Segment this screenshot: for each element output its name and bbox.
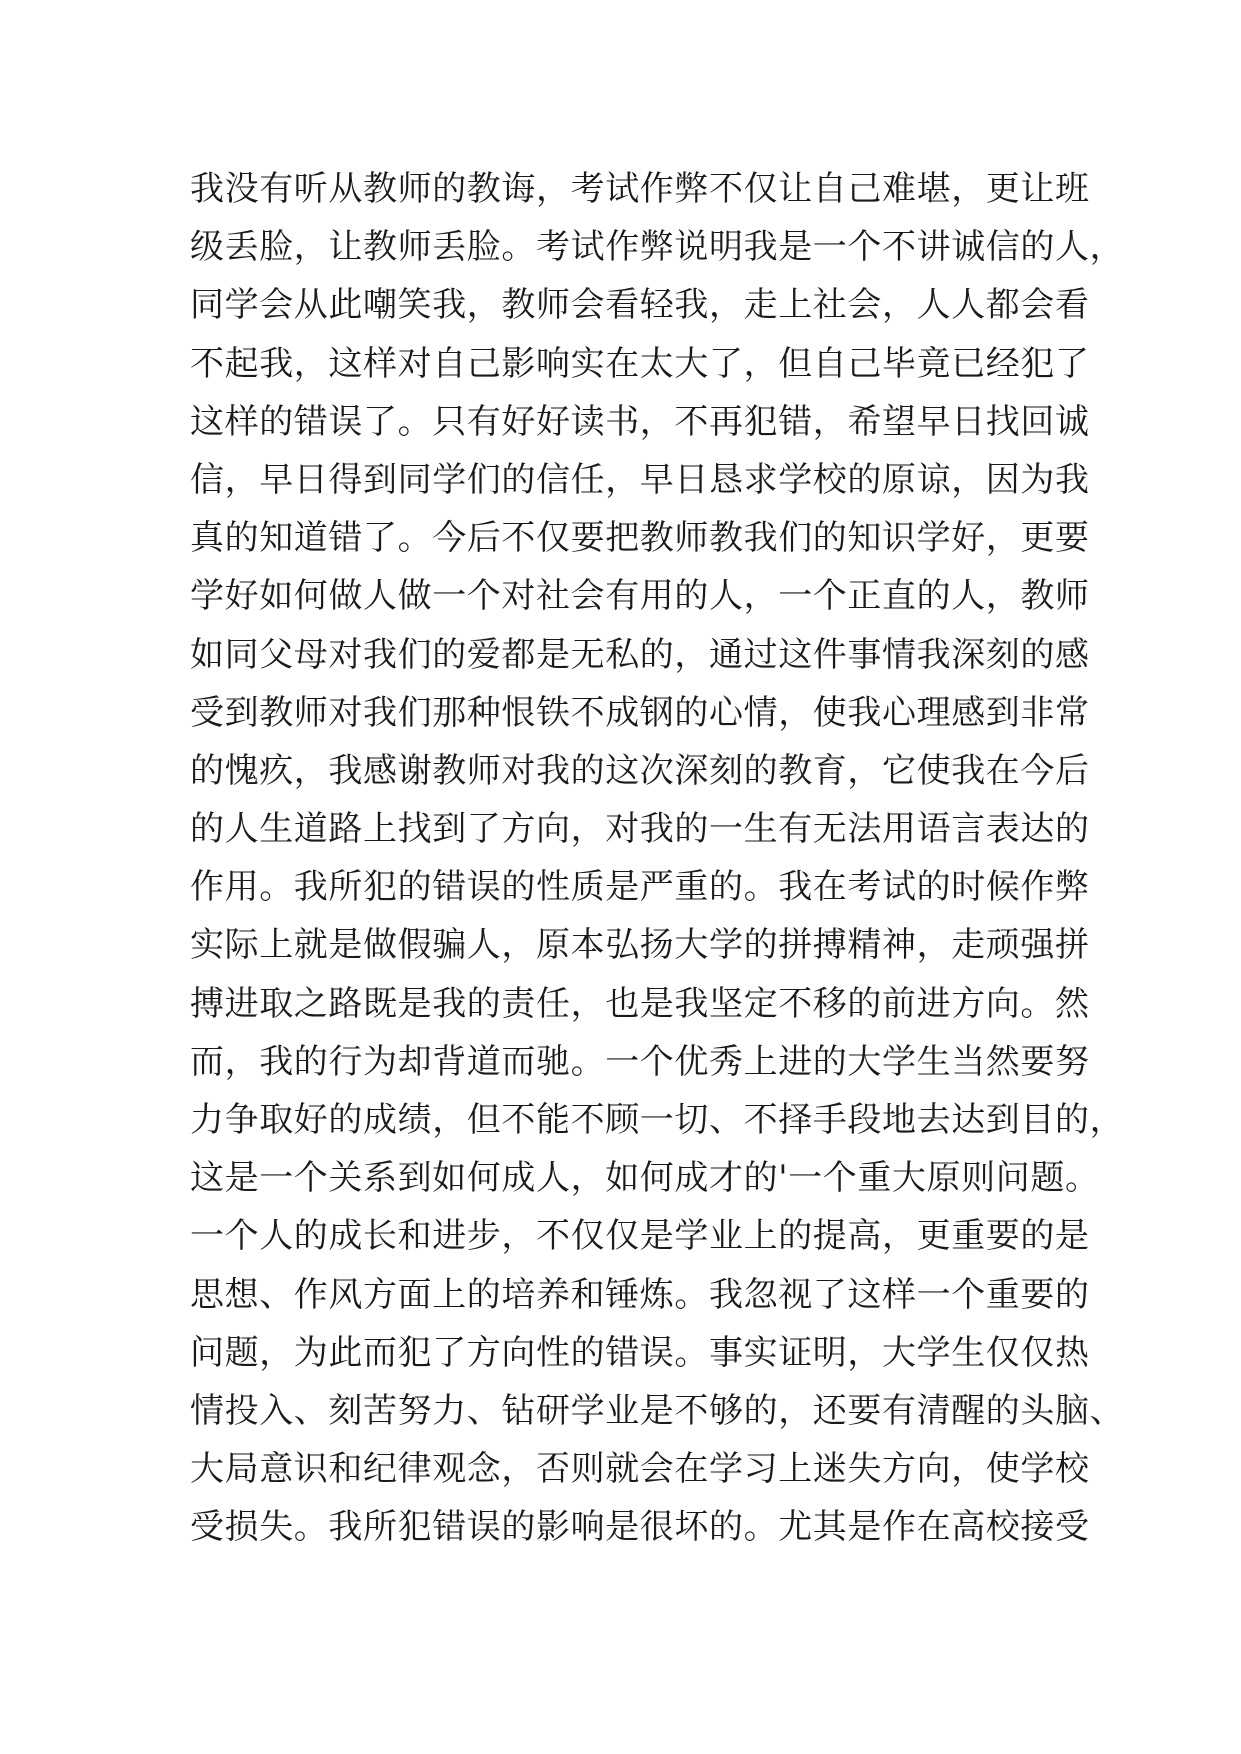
text-line: 的愧疚，我感谢教师对我的这次深刻的教育，它使我在今后 <box>190 750 1090 791</box>
text-line: 这样的错误了。只有好好读书，不再犯错，希望早日找回诚 <box>190 401 1090 442</box>
text-line: 这是一个关系到如何成人，如何成才的'一个重大原则问题。 <box>190 1158 1100 1199</box>
text-line: 而，我的行为却背道而驰。一个优秀上进的大学生当然要努 <box>190 1041 1090 1082</box>
text-line: 信，早日得到同学们的信任，早日恳求学校的原谅，因为我 <box>190 459 1090 500</box>
text-line: 如同父母对我们的爱都是无私的，通过这件事情我深刻的感 <box>190 634 1090 675</box>
text-line: 受到教师对我们那种恨铁不成钢的心情，使我心理感到非常 <box>190 692 1090 733</box>
text-line: 情投入、刻苦努力、钻研学业是不够的，还要有清醒的头脑、 <box>190 1390 1125 1431</box>
text-line: 问题，为此而犯了方向性的错误。事实证明，大学生仅仅热 <box>190 1332 1090 1373</box>
text-line: 一个人的成长和进步，不仅仅是学业上的提高，更重要的是 <box>190 1216 1090 1257</box>
text-line: 大局意识和纪律观念，否则就会在学习上迷失方向，使学校 <box>190 1449 1090 1490</box>
text-line: 的人生道路上找到了方向，对我的一生有无法用语言表达的 <box>190 809 1090 850</box>
text-line: 级丢脸，让教师丢脸。考试作弊说明我是一个不讲诚信的人， <box>190 227 1125 268</box>
text-line: 同学会从此嘲笑我，教师会看轻我，走上社会，人人都会看 <box>190 285 1090 326</box>
text-line: 不起我，这样对自己影响实在太大了，但自己毕竟已经犯了 <box>190 343 1090 384</box>
text-line: 受损失。我所犯错误的影响是很坏的。尤其是作在高校接受 <box>190 1507 1090 1548</box>
body-text <box>190 160 1125 1557</box>
text-line: 力争取好的成绩，但不能不顾一切、不择手段地去达到目的， <box>190 1100 1125 1140</box>
text-line: 学好如何做人做一个对社会有用的人，一个正直的人，教师 <box>190 576 1090 617</box>
text-line: 搏进取之路既是我的责任，也是我坚定不移的前进方向。然 <box>190 983 1090 1024</box>
text-line: 实际上就是做假骗人，原本弘扬大学的拼搏精神，走顽强拼 <box>190 925 1090 966</box>
text-line: 作用。我所犯的错误的性质是严重的。我在考试的时候作弊 <box>190 867 1090 908</box>
text-line: 我没有听从教师的教诲，考试作弊不仅让自己难堪，更让班 <box>190 169 1090 209</box>
text-line: 真的知道错了。今后不仅要把教师教我们的知识学好，更要 <box>190 518 1090 559</box>
text-line: 思想、作风方面上的培养和锤炼。我忽视了这样一个重要的 <box>190 1274 1090 1315</box>
